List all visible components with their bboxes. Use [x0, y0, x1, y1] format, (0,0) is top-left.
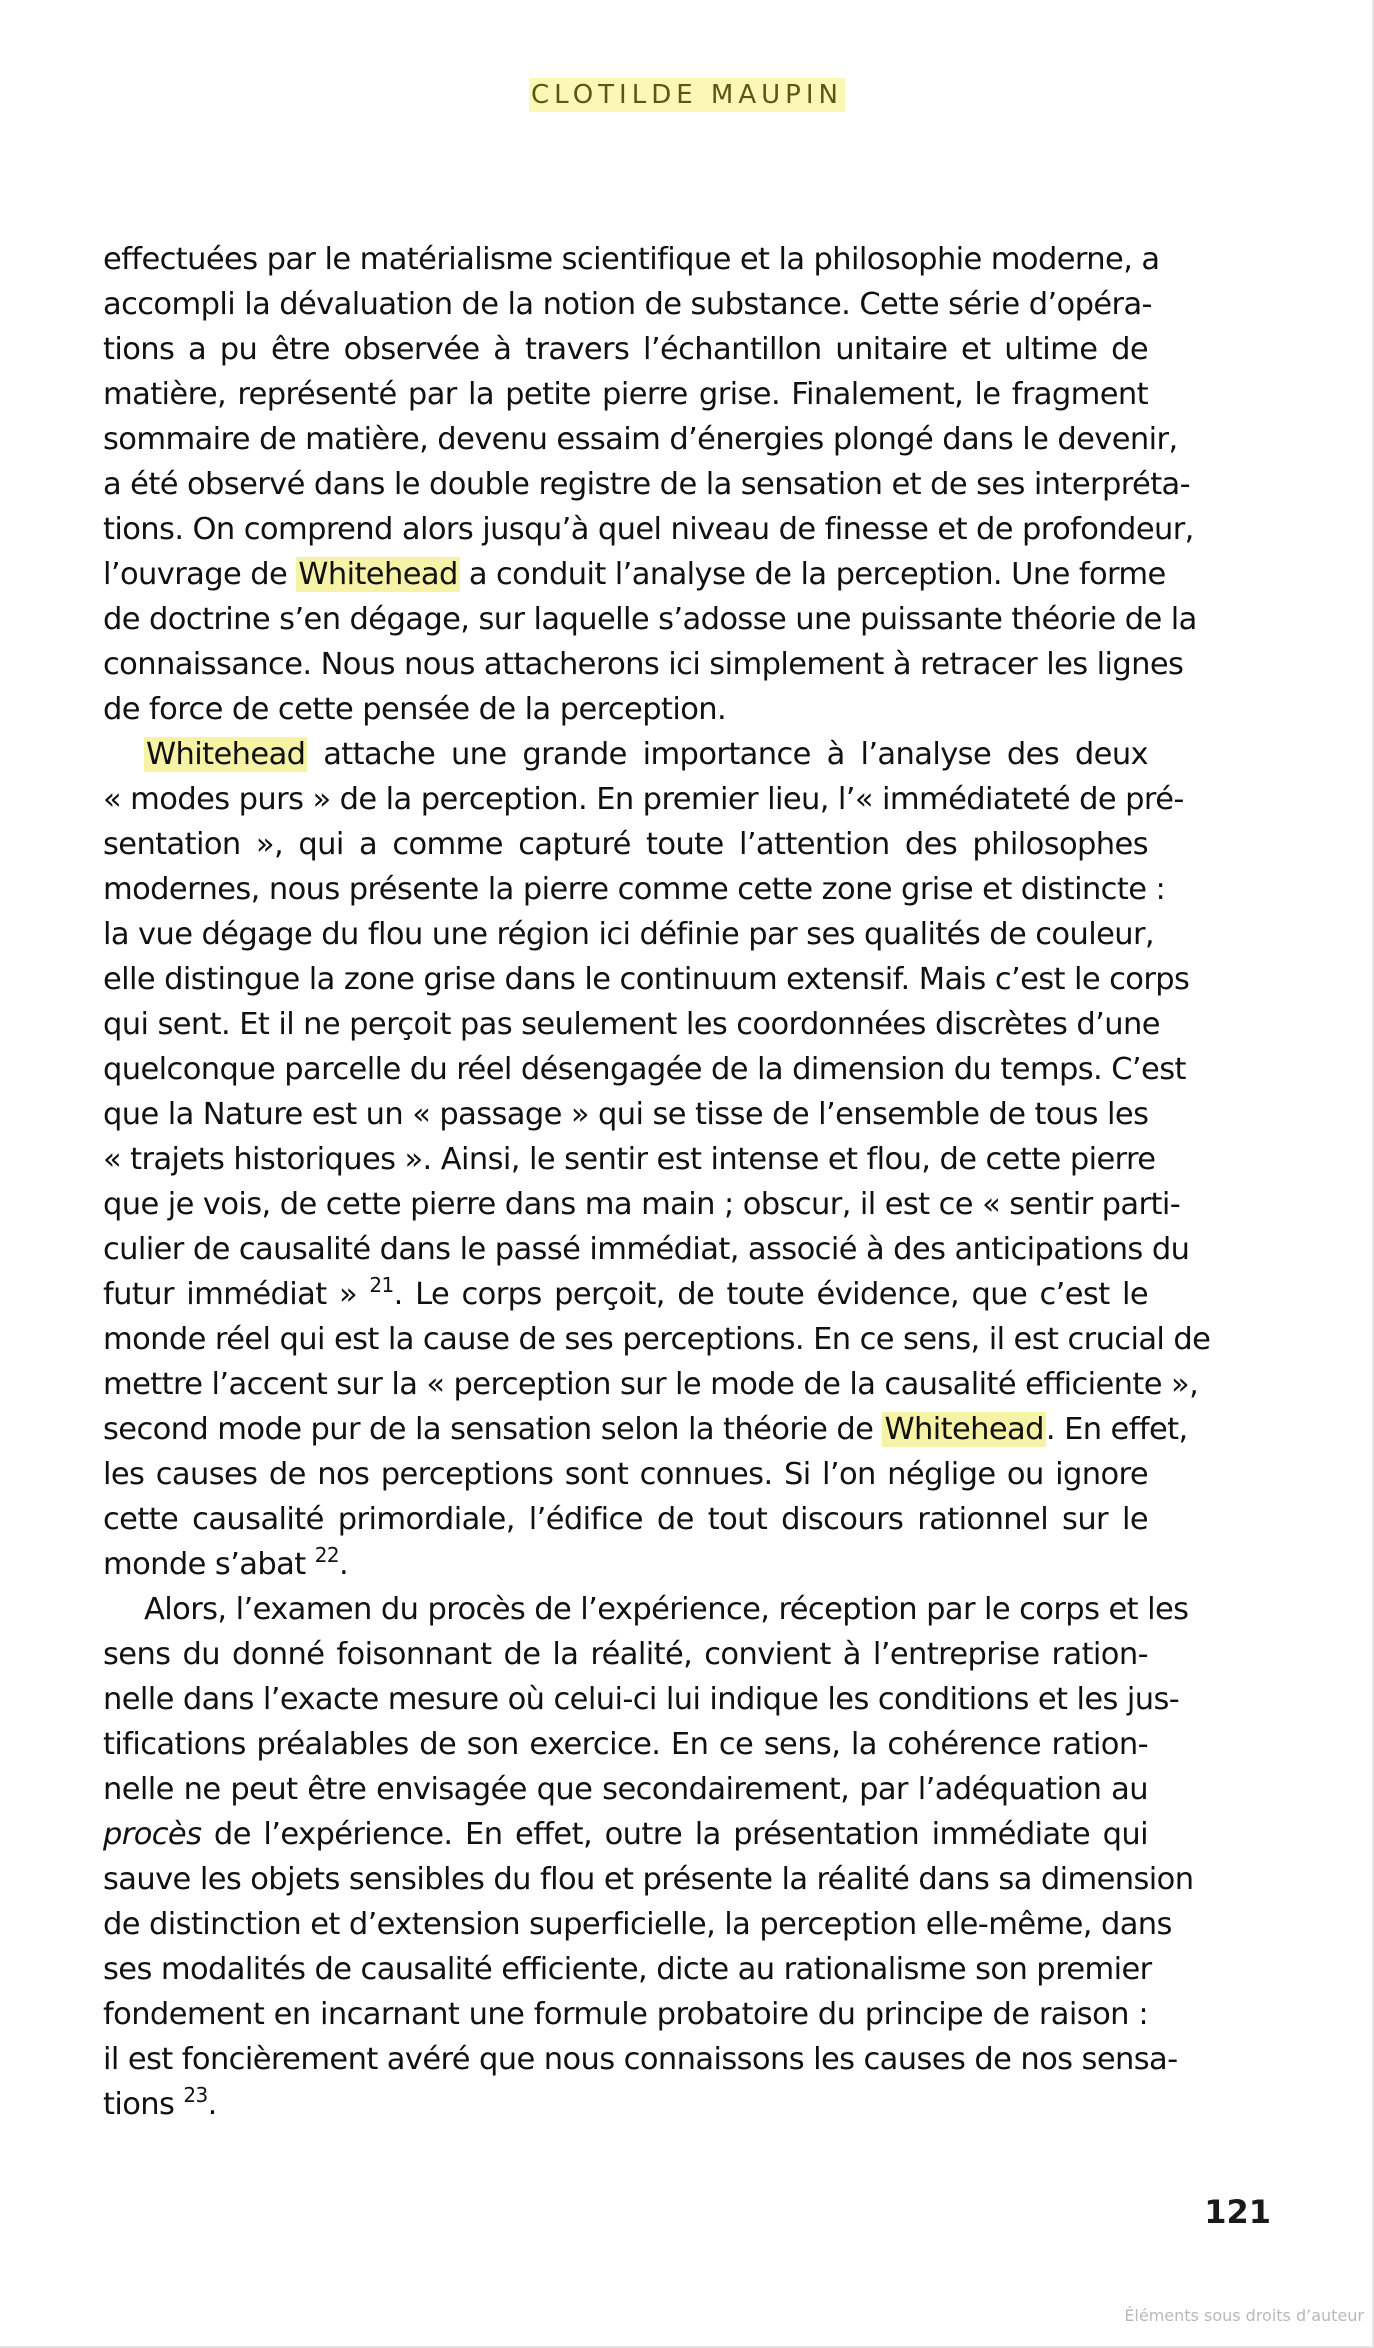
text-line: effectuées par le matérialisme scientifique et la philosophie moderne, a	[103, 242, 1160, 277]
search-highlight: Whitehead	[884, 1412, 1044, 1447]
text-line: elle distingue la zone grise dans le continuum extensif. Mais c’est le corps	[103, 962, 1190, 997]
text-line: sens du donné foisonnant de la réalité, convient à l’entreprise ration-	[103, 1637, 1148, 1672]
text-line: procès de l’expérience. En effet, outre la présentation immédiate qui	[103, 1817, 1148, 1852]
paragraph	[103, 732, 1211, 1587]
text-line: de doctrine s’en dégage, sur laquelle s’adosse une puissante théorie de la	[103, 602, 1197, 637]
text-line: a été observé dans le double registre de la sensation et de ses interpréta-	[103, 467, 1191, 502]
footnote-ref[interactable]: 21	[369, 1273, 394, 1297]
text-line: tions a pu être observée à travers l’échantillon unitaire et ultime de	[103, 332, 1148, 367]
text-line: futur immédiat » $^{21}$. Le corps perçoit, de toute évidence, que c’est le	[103, 1273, 1148, 1312]
text-line: second mode pur de la sensation selon la théorie de Whitehead. En effet,	[103, 1412, 1188, 1447]
text-line: quelconque parcelle du réel désengagée de la dimension du temps. C’est	[103, 1052, 1186, 1087]
paragraph	[103, 1587, 1194, 2127]
text-line: tions. On comprend alors jusqu’à quel niveau de finesse et de profondeur,	[103, 512, 1194, 547]
copyright-watermark: Éléments sous droits d’auteur	[1124, 2306, 1364, 2325]
text-line: tions $^{23}$.	[103, 2083, 217, 2122]
search-highlight: Whitehead	[146, 737, 306, 772]
text-line: de distinction et d’extension superficielle, la perception elle-même, dans	[103, 1907, 1172, 1942]
text-line: mettre l’accent sur la « perception sur le mode de la causalité efficiente »,	[103, 1367, 1199, 1402]
footnote-ref[interactable]: 23	[183, 2083, 208, 2107]
running-head-text: CLOTILDE MAUPIN	[531, 80, 843, 110]
text-line: nelle ne peut être envisagée que secondairement, par l’adéquation au	[103, 1772, 1148, 1807]
text-line: l’ouvrage de Whitehead a conduit l’analyse de la perception. Une forme	[103, 557, 1166, 592]
page-number: 121	[1204, 2193, 1271, 2231]
text-line: que la Nature est un « passage » qui se tisse de l’ensemble de tous les	[103, 1097, 1149, 1132]
footnote-ref[interactable]: 22	[314, 1543, 339, 1567]
text-line: « modes purs » de la perception. En premier lieu, l’« immédiateté de pré-	[103, 782, 1184, 817]
text-line: fondement en incarnant une formule probatoire du principe de raison :	[103, 1997, 1148, 2032]
text-line: qui sent. Et il ne perçoit pas seulement les coordonnées discrètes d’une	[103, 1007, 1160, 1042]
text-line: Alors, l’examen du procès de l’expérience, réception par le corps et les	[144, 1592, 1189, 1627]
text-line: sommaire de matière, devenu essaim d’énergies plongé dans le devenir,	[103, 422, 1178, 457]
body-text	[103, 237, 1211, 2127]
text-line: culier de causalité dans le passé immédiat, associé à des anticipations du	[103, 1232, 1190, 1267]
text-line: monde réel qui est la cause de ses perceptions. En ce sens, il est crucial de	[103, 1322, 1211, 1357]
text-line: les causes de nos perceptions sont connues. Si l’on néglige ou ignore	[103, 1457, 1148, 1492]
text-line: sauve les objets sensibles du flou et présente la réalité dans sa dimension	[103, 1862, 1194, 1897]
text-line: que je vois, de cette pierre dans ma main ; obscur, il est ce « sentir parti-	[103, 1187, 1181, 1222]
text-line: sentation », qui a comme capturé toute l’attention des philosophes	[103, 827, 1148, 862]
text-line: Whitehead attache une grande importance à l’analyse des deux	[146, 737, 1148, 772]
text-line: tifications préalables de son exercice. En ce sens, la cohérence ration-	[103, 1727, 1148, 1762]
text-line: ses modalités de causalité efficiente, dicte au rationalisme son premier	[103, 1952, 1152, 1987]
italic-word: procès	[103, 1817, 202, 1852]
text-line: nelle dans l’exacte mesure où celui-ci lui indique les conditions et les jus-	[103, 1682, 1180, 1717]
text-line: de force de cette pensée de la perception.	[103, 692, 727, 727]
text-line: matière, représenté par la petite pierre grise. Finalement, le fragment	[103, 377, 1148, 412]
text-line: cette causalité primordiale, l’édifice de tout discours rationnel sur le	[103, 1502, 1148, 1537]
text-line: monde s’abat $^{22}$.	[103, 1543, 349, 1582]
paragraph	[103, 237, 1197, 732]
search-highlight: Whitehead	[298, 557, 458, 592]
text-line: « trajets historiques ». Ainsi, le sentir est intense et flou, de cette pierre	[103, 1142, 1156, 1177]
text-line: il est foncièrement avéré que nous connaissons les causes de nos sensa-	[103, 2042, 1178, 2077]
running-head	[0, 80, 1374, 110]
text-line: connaissance. Nous nous attacherons ici simplement à retracer les lignes	[103, 647, 1184, 682]
text-line: modernes, nous présente la pierre comme cette zone grise et distincte :	[103, 872, 1166, 907]
text-line: accompli la dévaluation de la notion de substance. Cette série d’opéra-	[103, 287, 1152, 322]
text-line: la vue dégage du flou une région ici définie par ses qualités de couleur,	[103, 917, 1155, 952]
